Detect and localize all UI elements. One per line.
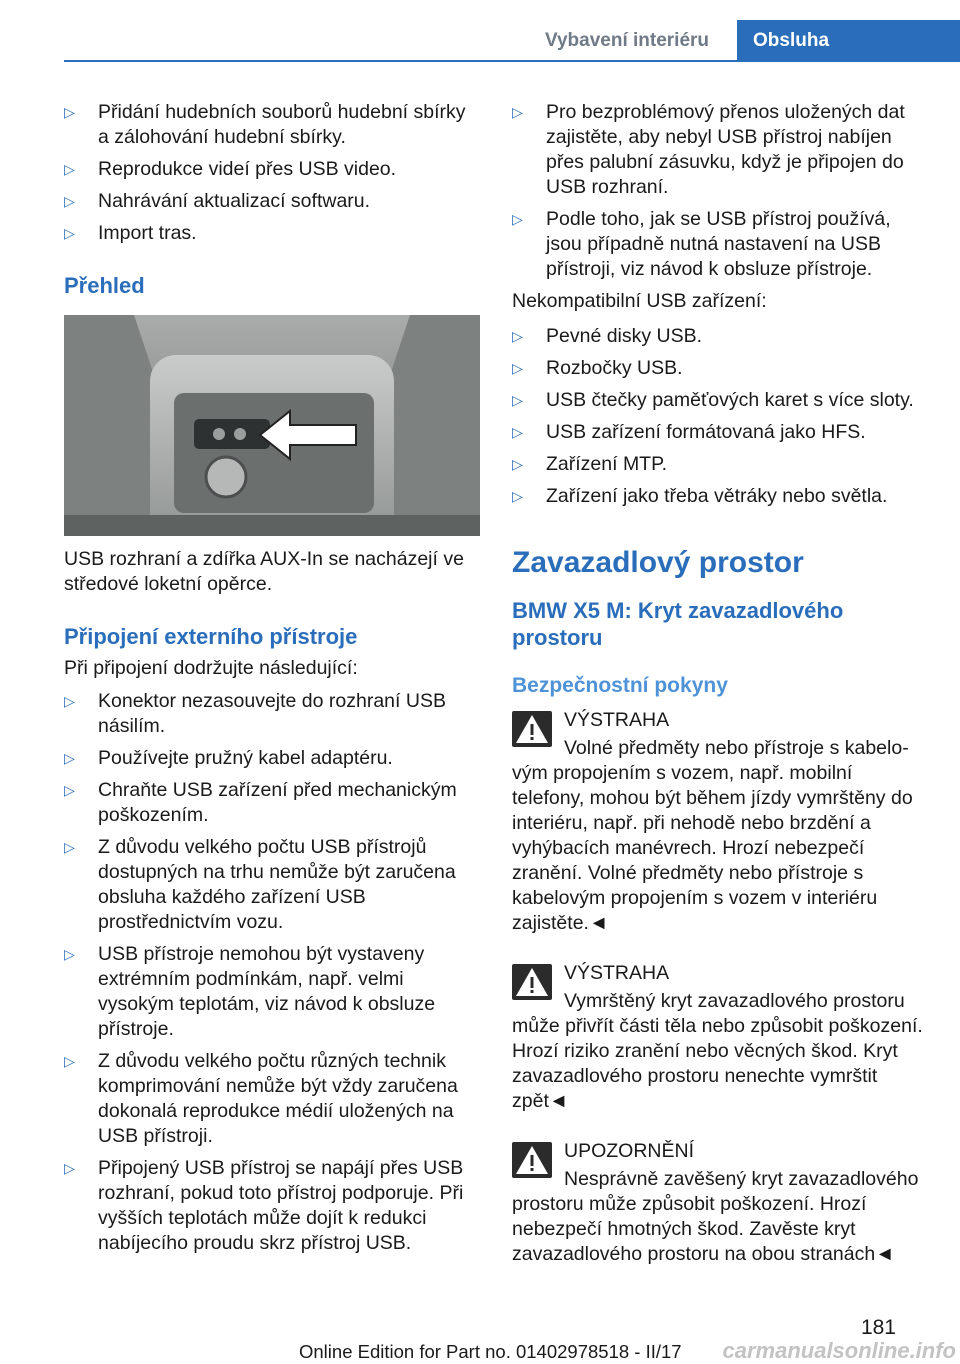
notice-block: UPOZORNĚNÍ Nesprávně zavěšený kryt zavazadlového [512,1136,928,1192]
list-item: ▷ Nahrávání aktualizací softwaru. [64,190,371,212]
notice-text: prostoru může způsobit poškození. Hrozí nebezpečí hmotných škod. Zavěste kryt zavazadlového prostoru na obou stranách◄ [512,1193,895,1265]
list-item: ▷ Zařízení MTP. [512,453,668,475]
header-chapter-tab: Obsluha [737,20,960,62]
incompatible-list [512,324,928,509]
edition-note: Online Edition for Part no. 01402978518 - II/17 [299,1341,682,1362]
triangle-bullet-icon: ▷ [512,360,523,376]
notice-title: UPOZORNĚNÍ [564,1140,695,1162]
list-item: ▷ USB čtečky paměťových karet s více sloty. [512,389,914,411]
warning-triangle-icon [512,964,552,1000]
connect-list [64,689,480,1256]
cover-heading: BMW X5 M: Kryt zavazadlového prostoru [512,598,844,650]
header-section-title: Vybavení interiéru [545,30,710,51]
page-number: 181 [860,1316,896,1339]
triangle-bullet-icon: ▷ [64,946,75,962]
safety-heading: Bezpečnostní pokyny [512,674,728,697]
list-item: ▷ USB zařízení formátovaná jako HFS. [512,421,866,443]
list-item: ▷ Připojený USB přístroj se napájí přes USB rozhraní, pokud toto přístroj podporuje. Při vyšších teplotách může dojít k redukci nabíjecího proudu skrz přístroj USB. [64,1157,464,1254]
triangle-bullet-icon: ▷ [512,488,523,504]
triangle-bullet-icon: ▷ [64,750,75,766]
triangle-bullet-icon: ▷ [64,104,75,120]
warning-triangle-icon [512,711,552,747]
triangle-bullet-icon: ▷ [64,839,75,855]
right-column [512,100,928,1267]
usb-armrest-photo [64,315,480,536]
watermark: carmanualsonline.info [722,1338,956,1363]
intro-list [64,100,480,246]
triangle-bullet-icon: ▷ [64,193,75,209]
list-item: ▷ Reprodukce videí přes USB video. [64,158,397,180]
triangle-bullet-icon: ▷ [512,456,523,472]
list-item: ▷ Pro bezproblémový přenos uložených dat zajistěte, aby nebyl USB přístroj nabíjen přes palubní zásuvku, když je připojen do USB rozhraní. [512,101,905,198]
triangle-bullet-icon: ▷ [64,782,75,798]
connect-intro: Při připojení dodržujte následující: [64,657,358,679]
triangle-bullet-icon: ▷ [512,211,523,227]
list-item: ▷ Import tras. [64,222,197,244]
list-item: ▷ USB přístroje nemohou být vystaveny extrémním podmínkám, např. velmi vysokým teplotám, viz návod k obsluze přístroje. [64,943,436,1040]
overview-heading: Přehled [64,273,145,298]
triangle-bullet-icon: ▷ [64,1053,75,1069]
triangle-bullet-icon: ▷ [64,225,75,241]
incompatible-label: Nekompatibilní USB zařízení: [512,290,767,312]
list-item: ▷ Rozbočky USB. [512,357,683,379]
page-header [0,0,960,62]
triangle-bullet-icon: ▷ [64,161,75,177]
triangle-bullet-icon: ▷ [512,392,523,408]
list-item: ▷ Z důvodu velkého počtu různých technik komprimování nemůže být vždy zaručena dokonalá reprodukce médií uložených na USB přístroji. [64,1050,458,1147]
list-item: ▷ Zařízení jako třeba větráky nebo světla. [512,485,888,507]
triangle-bullet-icon: ▷ [64,693,75,709]
cargo-heading: Zavazadlový prostor [512,546,804,579]
list-item: ▷ Podle toho, jak se USB přístroj používá, jsou případně nutná nastavení na USB přístroji, viz návod k obsluze přístroje. [512,208,891,280]
triangle-bullet-icon: ▷ [512,104,523,120]
list-item: ▷ Z důvodu velkého počtu USB přístrojů dostupných na trhu nemůže být zaručena obsluha každého zařízení USB prostřednictvím vozu. [64,836,456,933]
header-rule [64,60,960,62]
list-item: ▷ Pevné disky USB. [512,325,703,347]
armrest-illustration [64,315,480,536]
warning-block: VÝSTRAHA Vymrštěný kryt zavazadlového prostoru [512,958,928,1014]
warning-title: VÝSTRAHA [564,709,670,731]
list-item: ▷ Přidání hudebních souborů hudební sbírky a zálohování hudební sbírky. [64,101,466,148]
list-item: ▷ Chraňte USB zařízení před mechanickým poškozením. [64,779,457,826]
list-item: ▷ Konektor nezasouvejte do rozhraní USB násilím. [64,690,446,737]
page-footer [0,1312,960,1362]
warning-title: VÝSTRAHA [564,962,670,984]
usb-notes-list [512,100,928,282]
connect-heading: Připojení externího přístroje [64,624,358,649]
list-item: ▷ Používejte pružný kabel adaptéru. [64,747,393,769]
triangle-bullet-icon: ▷ [64,1160,75,1176]
triangle-bullet-icon: ▷ [512,328,523,344]
photo-caption: USB rozhraní a zdířka AUX-In se nacházejí ve středové loketní opěrce. [64,548,464,595]
left-column [64,100,480,1263]
warning-text: může přivřít části těla nebo způsobit poškození. Hrozí riziko zranění nebo věcných škod. Kryt zavazadlového prostoru nenechte vymrštit zpět◄ [512,1015,923,1112]
triangle-bullet-icon: ▷ [512,424,523,440]
warning-text: vým propojením s vozem, např. mobilní telefony, mohou být během jízdy vymrštěny do interiéru, např. při nehodě nebo brzdění a vyhýbacích manévrech. Hrozí nebezpečí zranění. Volné předměty nebo přístroje s kabelovým propojením s vozem v interiéru zajistěte.◄ [512,762,913,934]
warning-block: VÝSTRAHA Volné předměty nebo přístroje s kabelo- [512,705,928,761]
warning-triangle-icon [512,1142,552,1178]
